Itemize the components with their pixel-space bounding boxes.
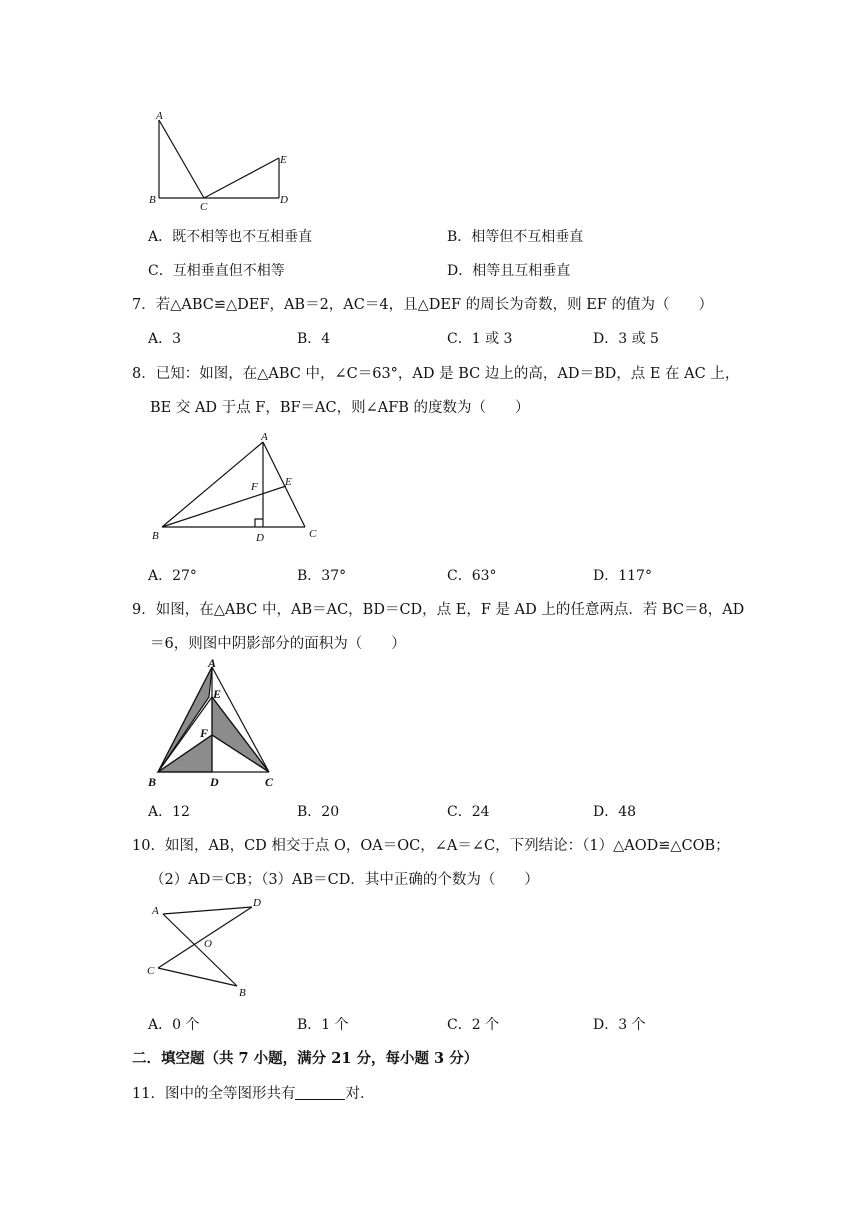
q10-option-d: D．3 个 — [593, 1017, 646, 1033]
q10-label-a: A — [152, 905, 159, 917]
q9-figure — [145, 655, 285, 795]
q7-option-b: B．4 — [297, 331, 331, 347]
q10-option-a: A．0 个 — [148, 1017, 200, 1033]
q6-option-d: D．相等且互相垂直 — [447, 263, 571, 279]
q6-label-c: C — [200, 201, 208, 213]
q8-figure — [145, 428, 335, 548]
q9-option-c: C．24 — [447, 804, 490, 820]
q7-option-a: A．3 — [148, 331, 182, 347]
q9-option-b: B．20 — [297, 804, 340, 820]
q9-label-d: D — [210, 775, 219, 789]
q8-label-d: D — [256, 532, 264, 544]
q9-option-a: A．12 — [148, 804, 190, 820]
q8-option-a: A．27° — [148, 568, 197, 584]
q9-label-f: F — [200, 726, 209, 740]
q10-figure — [140, 895, 280, 1000]
q9-label-a: A — [208, 656, 217, 670]
q9-label-c: C — [265, 775, 274, 789]
q9-stem-line2: ＝6，则图中阴影部分的面积为（ ） — [150, 636, 406, 652]
q8-label-b: B — [152, 530, 159, 542]
q10-stem-line2: （2）AD＝CB；（3）AB＝CD．其中正确的个数为（ ） — [150, 872, 539, 888]
q6-label-e: E — [280, 154, 287, 166]
q8-label-e: E — [285, 476, 292, 488]
section2-title: 二．填空题（共 7 小题，满分 21 分，每小题 3 分） — [132, 1050, 479, 1067]
q7-option-d: D．3 或 5 — [593, 331, 659, 347]
q10-option-b: B．1 个 — [297, 1017, 349, 1033]
q9-stem-line1: 9．如图，在△ABC 中，AB＝AC，BD＝CD，点 E，F 是 AD 上的任意两点．若 BC＝8，AD — [132, 602, 745, 618]
q7-stem: 7．若△ABC≌△DEF，AB＝2，AC＝4，且△DEF 的周长为奇数，则 EF 的值为（ ） — [132, 297, 713, 313]
q6-figure — [140, 108, 310, 213]
q8-label-f: F — [251, 481, 258, 493]
q10-label-d: D — [253, 897, 261, 909]
q8-option-b: B．37° — [297, 568, 347, 584]
q6-option-a: A．既不相等也不互相垂直 — [148, 229, 313, 245]
q8-option-c: C．63° — [447, 568, 497, 584]
q10-label-c: C — [147, 965, 155, 977]
q11-stem — [132, 1082, 374, 1103]
q8-label-c: C — [309, 528, 317, 540]
q8-stem-line2: BE 交 AD 于点 F，BF＝AC，则∠AFB 的度数为（ ） — [150, 400, 530, 416]
q10-label-o: O — [204, 938, 212, 950]
q6-label-b: B — [149, 194, 156, 206]
q9-label-e: E — [213, 687, 222, 701]
q9-label-b: B — [148, 775, 157, 789]
q6-label-d: D — [280, 194, 288, 206]
q10-label-b: B — [239, 987, 246, 999]
q8-stem-line1: 8．已知：如图，在△ABC 中，∠C＝63°，AD 是 BC 边上的高，AD＝BD，点 E 在 AC 上， — [132, 366, 740, 382]
q10-option-c: C．2 个 — [447, 1017, 500, 1033]
q9-option-d: D．48 — [593, 804, 637, 820]
q7-option-c: C．1 或 3 — [447, 331, 513, 347]
q11-answer-blank[interactable] — [295, 1085, 345, 1100]
q10-stem-line1: 10．如图，AB，CD 相交于点 O，OA＝OC，∠A＝∠C，下列结论：（1）△AOD≌△COB； — [132, 838, 730, 854]
q11-prefix: 11．图中的全等图形共有 — [132, 1086, 296, 1102]
q6-option-b: B．相等但不互相垂直 — [447, 229, 584, 245]
q6-label-a: A — [156, 110, 163, 122]
q8-label-a: A — [261, 431, 268, 443]
q8-option-d: D．117° — [593, 568, 652, 584]
q11-suffix: 对． — [345, 1086, 375, 1102]
q6-option-c: C．互相垂直但不相等 — [148, 263, 285, 279]
